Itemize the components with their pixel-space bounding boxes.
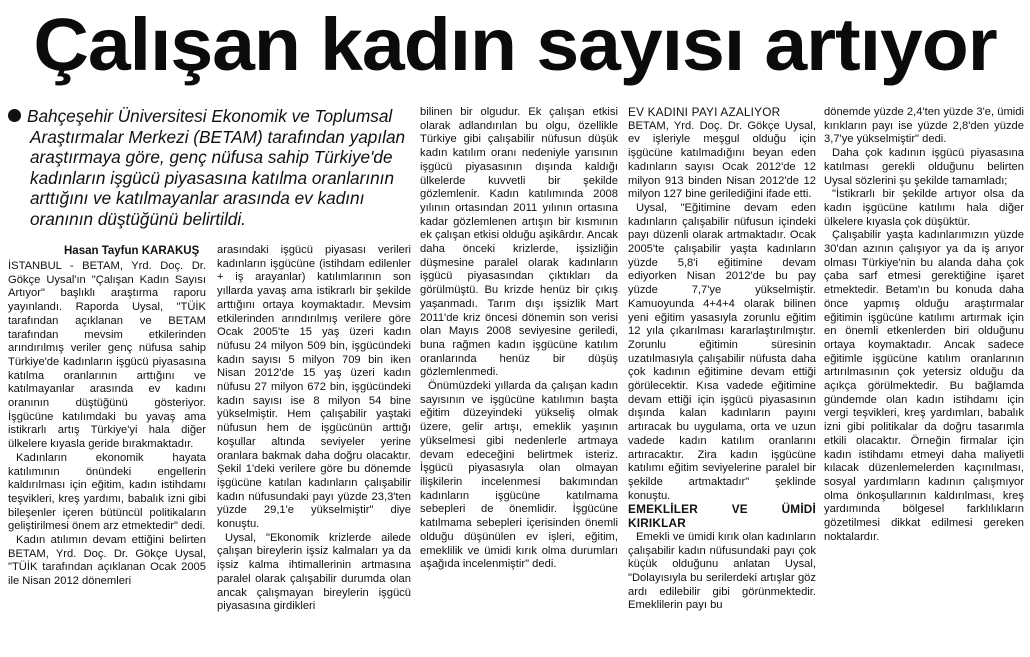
subheading-ev-kadini: EV KADINI PAYI AZALIYOR: [628, 105, 781, 119]
column-2: [217, 244, 411, 614]
column-5: [824, 106, 1024, 545]
paragraph: Uysal, "Eğitimine devam eden kadınların çalışabilir nüfusun içindeki payı düzenli olarak artmaktadır. Ocak 2005'te çalışabilir yaşta kadınların yüzde 5,8'i eğitimine devam ediyorken Nisan 2012'de bu pay yüzde 7,7'ye yükselmiştir. Kamuoyunda 4+4+4 olarak bilinen yeni eğitim yasasıyla zorunlu eğitim 12 yıla çıkarılması kararlaştırılmıştır. Zorunlu eğitimin süresinin uzatılmasıyla çalışabilir nüfusta daha çok kadının eğitimine devam ettiği görülecektir. Kısa vadede eğitimine devam ettiği için işgücü piyasasının dışında kalan kadınların payını artıracak bu uygulama, orta ve uzun vadede kadın katılım oranlarını artıracaktır. Zira kadın işgücüne katılımı eğitim seviyelerine paralel bir şekilde artmaktadır" şeklinde konuştu.: [628, 201, 816, 502]
lead-line-1: Bahçeşehir Üniversitesi Ekonomik ve Toplumsal: [27, 106, 393, 126]
lead-rest: Araştırmalar Merkezi (BETAM) tarafından yapılan araştırmaya göre, genç nüfusa sahip Türkiye'de kadınların işgücü piyasasına katılma oranlarının arttığını ve katılmayanlar arasında ev kadını oranının düştüğünü belirtildi.: [30, 126, 406, 229]
paragraph: Çalışabilir yaşta kadınlarımızın yüzde 30'dan azının çalışıyor ya da iş arıyor olması Türkiye'nin bu alanda daha çok çaba sarf etmesi gerektiğine işaret etmektedir. Betam'ın bu konuda daha önce yapmış olduğu araştırmalar eğitimin işgücüne katılımı artırmak için en önemli etkenlerden biri olduğunu ortaya koymaktadır. Ancak sadece eğitimle işgücüne katılım oranlarının artırılmasının çok yetersiz olduğu da açıkça görülmektedir. Bu bağlamda gündemde olan kadın istihdamı için vergi teşvikleri, kreş yardımları, babalık izni gibi politikalar da doğru tasarımla etkili olacaktır. Örneğin firmalar için kadın istihdamı etmeyi daha maliyetli kılacak düzenlemelerden kaçınılması, sosyal yardımların kadının çalışmıyor olma önkoşullarının kaldırılması, kreş yardımında bölgesel farklılıkların gözetilmesi dikkat edilmesi gereken noktalardır.: [824, 229, 1024, 543]
paragraph: BETAM, Yrd. Doç. Dr. Gökçe Uysal, ev işleriyle meşgul olduğu için işgücüne katılmadığını beyan eden kadınların sayısı Ocak 2012'de 12 milyon 913 binden Nisan 2012'de 12 milyon 127 bine gerilediğini ifade etti.: [628, 119, 816, 201]
paragraph: İSTANBUL - BETAM, Yrd. Doç. Dr. Gökçe Uysal'ın "Çalışan Kadın Sayısı Artıyor" başlıklı araştırma raporu yayınlandı. Raporda Uysal, "TÜİK tarafından açıklanan ve BETAM tarafından mevsim etkilerinden arındırılmış veriler genç nüfusa sahip Türkiye'de kadınların işgücü piyasasına katılma oranlarının arttığını ve katılmayanlar arasında ev kadını oranının düştüğünü gösteriyor. İşgücüne katılımdaki bu yavaş ama istikrarlı artış Türkiye'yi hala diğer ülkelere kıyasla geride bırakmaktadır.: [8, 260, 206, 451]
paragraph: bilinen bir olgudur. Ek çalışan etkisi olarak adlandırılan bu olgu, özellikle Türkiye gibi çalışabilir nüfusun düşük kadın katılım oranı nedeniyle yarısının işgücü piyasasının dışında kaldığı ülkelerde kuvvetli bir şekilde gözlemlenir. Kadın katılımında 2008 yılının ortasından 2011 yılının ortasına kadar gözlemlenen artışın bir kısmının ek çalışan etkisi olduğu aşikârdır. Ancak daha önceki krizlerde, işsizliğin düşmesine paralel olarak kadınların işgücü piyasasından çıktıkları da görülmüştü. Bu krizde henüz bir çıkış yaşanmadı. Tarım dışı işsizlik Mart 2011'de kriz öncesi dönemin son verisi olan Mayıs 2008 seviyesine geriledi, buna rağmen kadın işgücüne katılım oranlarında henüz bir düşüş gözlemlenmedi.: [420, 106, 618, 379]
paragraph: Uysal, "Ekonomik krizlerde ailede çalışan bireylerin işsiz kalmaları ya da işsiz kalma ihtimallerinin artmasına paralel olarak çalışabilir durumda olan ancak çalışmayan bireylerin işgücü piyasasına girdikleri: [217, 531, 411, 613]
paragraph: Daha çok kadının işgücü piyasasına katılması gerekli olduğunu belirten Uysal sözlerini şu şekilde tamamladı;: [824, 147, 1024, 187]
column-4: [628, 106, 816, 613]
paragraph: Kadın atılımın devam ettiğini belirten BETAM, Yrd. Doç. Dr. Gökçe Uysal, "TÜİK tarafından açıklanan Ocak 2005 ile Nisan 2012 dönemleri: [8, 534, 206, 588]
paragraph: dönemde yüzde 2,4'ten yüzde 3'e, ümidi kırıkların payı ise yüzde 2,8'den yüzde 3,7'ye yükselmiştir" dedi.: [824, 106, 1024, 146]
lead-paragraph: [8, 106, 408, 230]
byline: Hasan Tayfun KARAKUŞ: [64, 245, 200, 257]
paragraph: Kadınların ekonomik hayata katılımının önündeki engellerin kaldırılması için eğitim, kadın istihdamı teşvikleri, kreş yardımı, babalık izni gibi bileşenler içeren bütüncül politikaların geliştirilmesi önem arz etmektedir" dedi.: [8, 451, 206, 533]
paragraph: Emekli ve ümidi kırık olan kadınların çalışabilir kadın nüfusundaki payı çok küçük olduğunu anlatan Uysal, "Dolayısıyla bu serilerdeki artışlar göz ardı edilebilir gibi görünmektedir. Emeklilerin payı bu: [628, 530, 816, 612]
bullet-icon: [8, 109, 21, 122]
column-3: [420, 106, 618, 572]
column-1: [8, 260, 206, 589]
paragraph: Önümüzdeki yıllarda da çalışan kadın sayısının ve işgücüne katılımın başta eğitim düzeyindeki yükseliş olmak üzere, gelir artışı, emeklik yaşının yükselmesi gibi nedenlerle artmaya devam edeceğini belirtmek isteriz. İşgücü piyasasıyla olan olmayan ilişkilerin incelenmesi bakımından kadınların işgücüne katılmama sebepleri de önemlidir. İşgücüne katılmama sebepleri içerisinden önemli olduğu düşünülen ev işleri, eğitim, emeklilik ve ümidi kırık olma durumları aşağıda incelenmiştir" dedi.: [420, 380, 618, 571]
subheading-emekliler: EMEKLİLER VE ÜMİDİ KIRIKLAR: [628, 502, 816, 531]
headline: Çalışan kadın sayısı artıyor: [33, 3, 997, 86]
paragraph: arasındaki işgücü piyasası verileri kadınların işgücüne (istihdam edilenler + iş arayanlar) katılımlarının son yıllarda yavaş ama istikrarlı bir şekilde arttığını ortaya koymaktadır. Mevsim etkilerinden arındırılmış verilere göre Ocak 2005'te 15 yaş üzeri kadın nüfusu 24 milyon 509 bin, işgücündeki kadın sayısı 5 milyon 709 bin iken Nisan 2012'de 15 yaş üzeri kadın nüfusu 27 milyon 672 bin, işgücündeki kadın sayısı ise 8 milyon 54 bine yükselmiştir. Hem çalışabilir yaştaki nüfusun hem de işgücünün arttığı koşullar altında seviyeler yerine oranlara bakmak daha doğru olacaktır. Şekil 1'deki verilere göre bu dönemde işgücüne katılan kadınların çalışabilir kadın nüfusundaki payı yüzde 23,3'ten yüzde 29,1'e yükselmiştir" diye konuştu.: [217, 244, 411, 531]
paragraph: "İstikrarlı bir şekilde artıyor olsa da kadın işgücüne katılımı hala diğer ülkelere kıyasla çok düşüktür.: [824, 188, 1024, 228]
